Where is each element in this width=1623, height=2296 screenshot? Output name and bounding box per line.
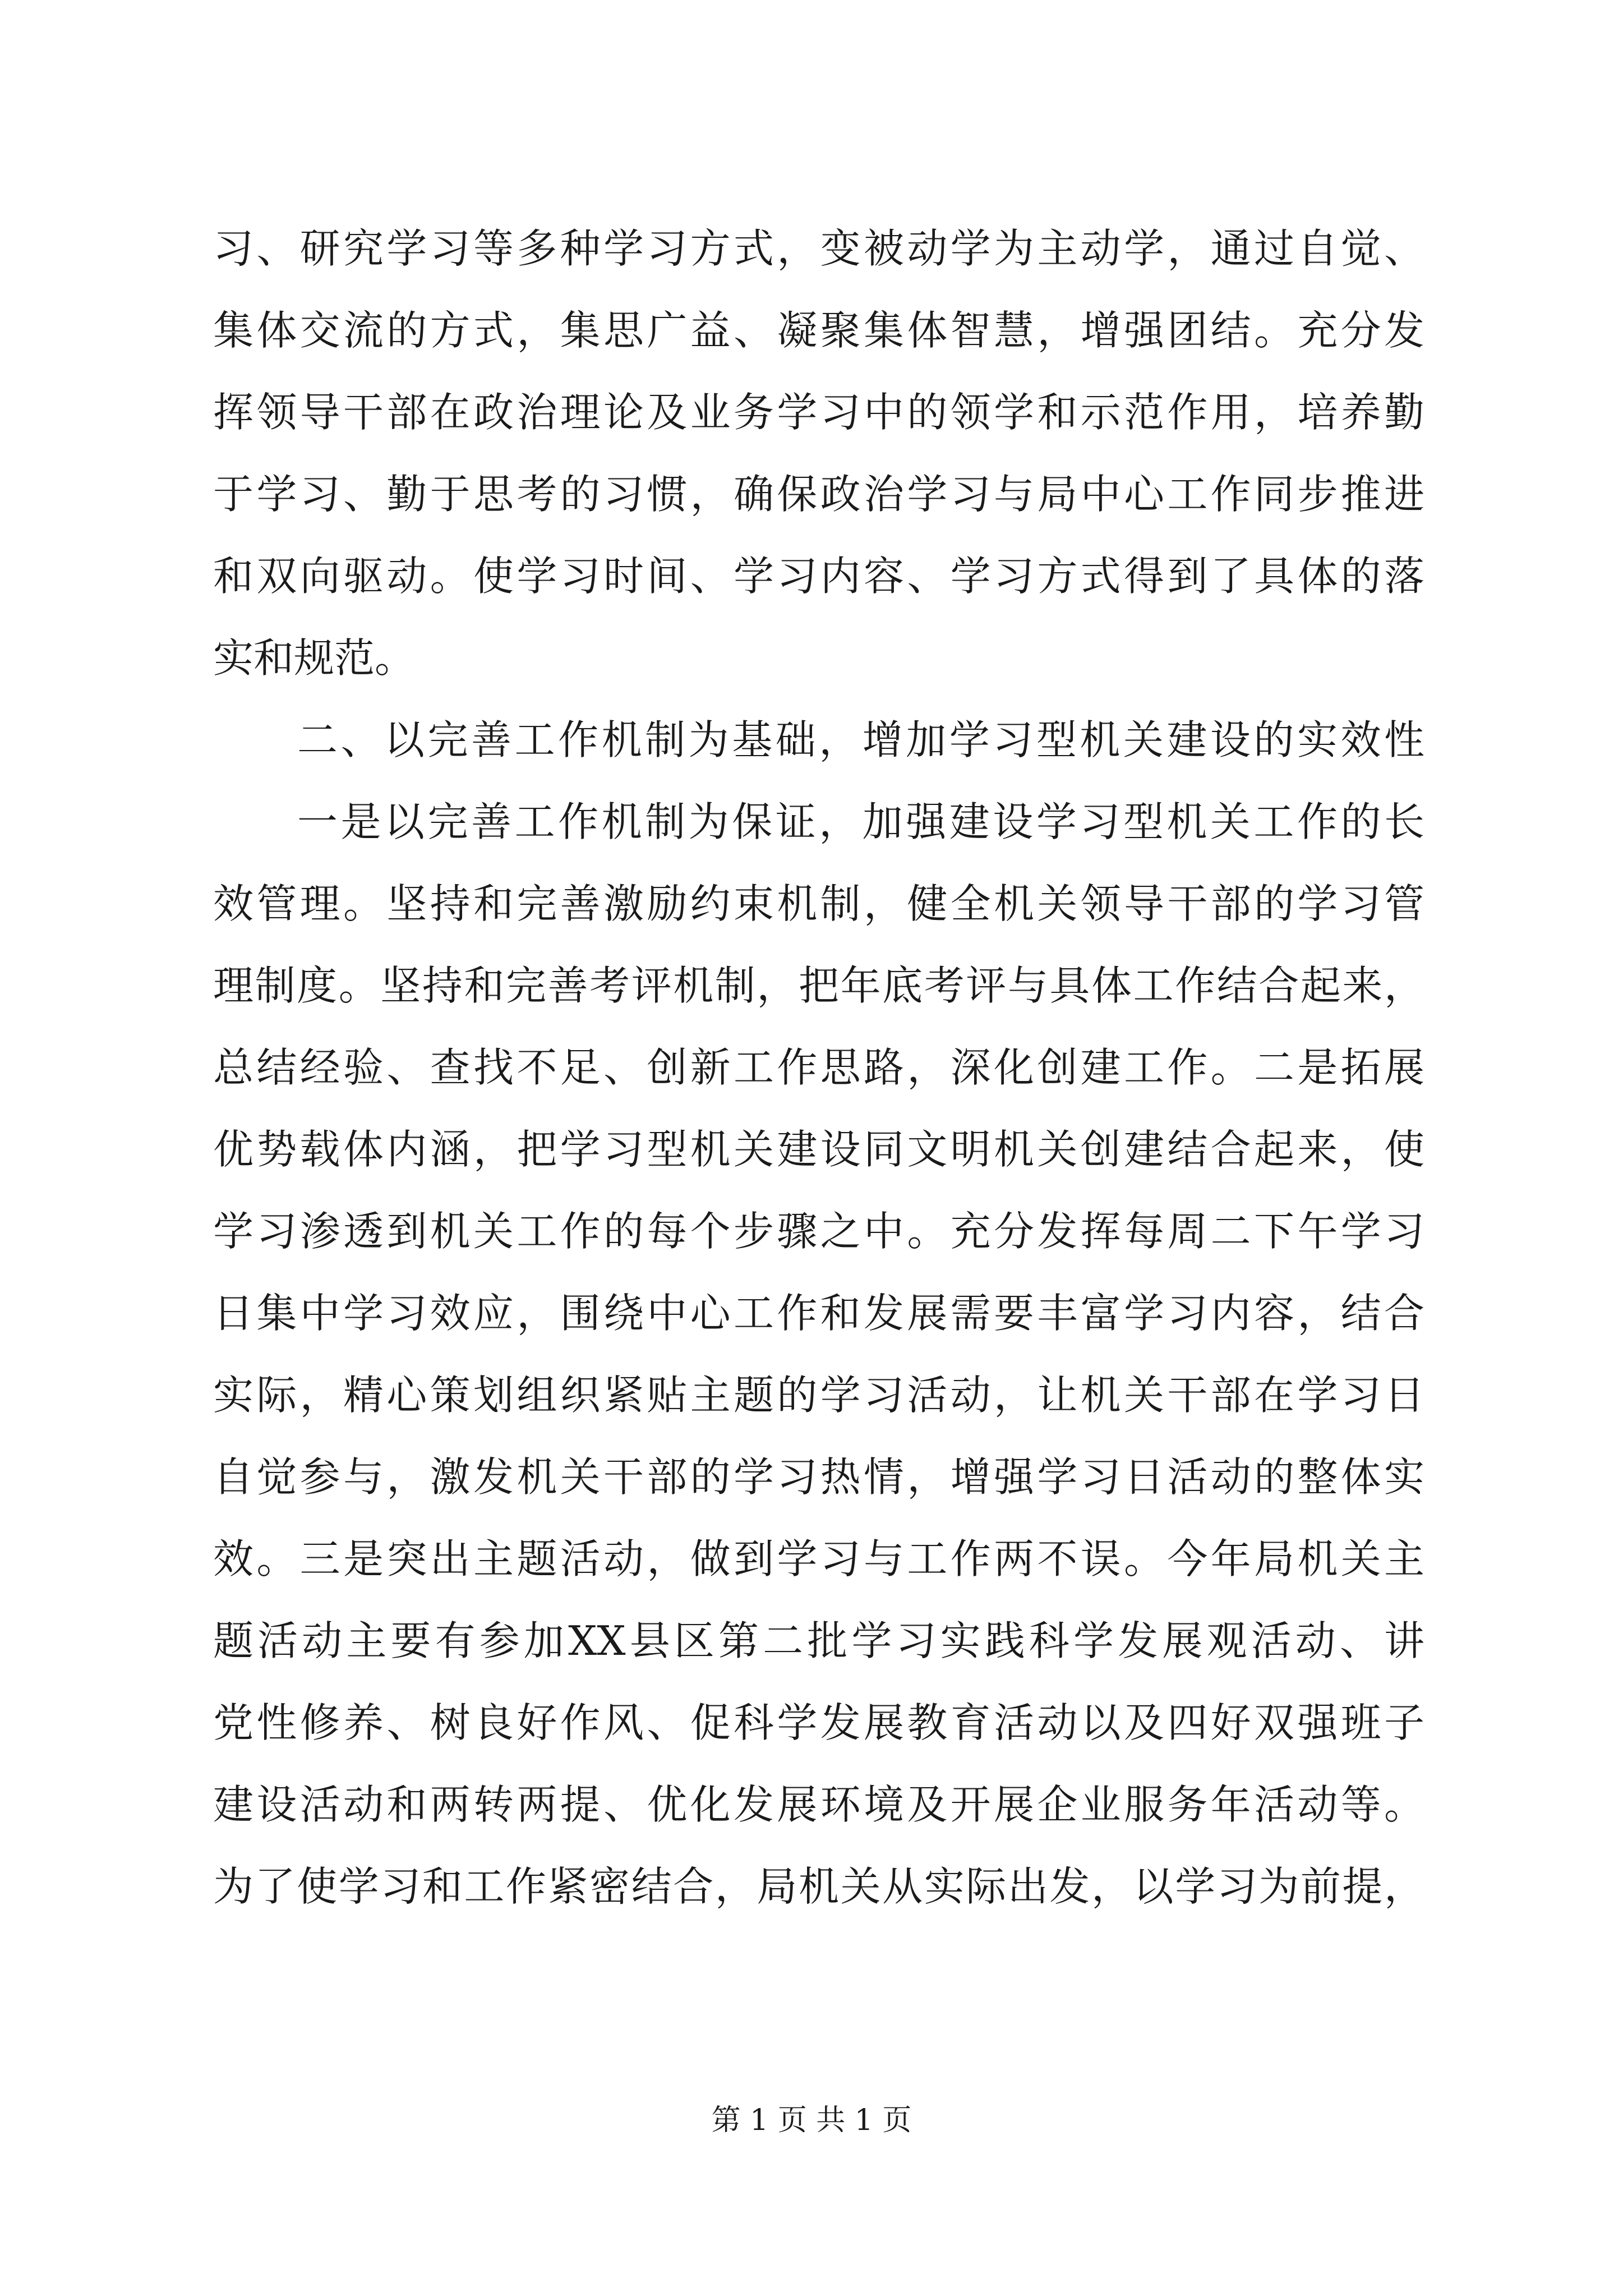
- text-line: 优势载体内涵，把学习型机关建设同文明机关创建结合起来，使: [213, 1126, 1424, 1173]
- text-line: 建设活动和两转两提、优化发展环境及开展企业服务年活动等。: [213, 1781, 1424, 1828]
- text-line: 理制度。坚持和完善考评机制，把年底考评与具体工作结合起来，: [213, 962, 1424, 1009]
- text-line: 总结经验、查找不足、创新工作思路，深化创建工作。二是拓展: [213, 1044, 1424, 1091]
- text-line: 一是以完善工作机制为保证，加强建设学习型机关工作的长: [297, 798, 1424, 845]
- text-line: 集体交流的方式，集思广益、凝聚集体智慧，增强团结。充分发: [213, 307, 1424, 354]
- text-line: 实际，精心策划组织紧贴主题的学习活动，让机关干部在学习日: [213, 1372, 1424, 1419]
- text-line: 题活动主要有参加XX县区第二批学习实践科学发展观活动、讲: [213, 1617, 1424, 1664]
- text-line: 日集中学习效应，围绕中心工作和发展需要丰富学习内容，结合: [213, 1290, 1424, 1337]
- text-line: 效管理。坚持和完善激励约束机制，健全机关领导干部的学习管: [213, 880, 1424, 927]
- text-line: 实和规范。: [213, 634, 416, 682]
- text-line: 党性修养、树良好作风、促科学发展教育活动以及四好双强班子: [213, 1699, 1424, 1746]
- page-number-footer: 第 1 页 共 1 页: [711, 2104, 912, 2137]
- text-line: 于学习、勤于思考的习惯，确保政治学习与局中心工作同步推进: [213, 471, 1424, 518]
- text-line: 自觉参与，激发机关干部的学习热情，增强学习日活动的整体实: [213, 1453, 1424, 1501]
- text-line: 挥领导干部在政治理论及业务学习中的领学和示范作用，培养勤: [213, 389, 1424, 436]
- text-line: 效。三是突出主题活动，做到学习与工作两不误。今年局机关主: [213, 1535, 1424, 1582]
- text-line: 为了使学习和工作紧密结合，局机关从实际出发，以学习为前提，: [213, 1863, 1424, 1910]
- document-body: [213, 208, 1424, 1927]
- text-line: 学习渗透到机关工作的每个步骤之中。充分发挥每周二下午学习: [213, 1208, 1424, 1255]
- text-line: 和双向驱动。使学习时间、学习内容、学习方式得到了具体的落: [213, 553, 1424, 600]
- text-line: 习、研究学习等多种学习方式，变被动学为主动学，通过自觉、: [213, 225, 1424, 272]
- section-heading: 二、以完善工作机制为基础，增加学习型机关建设的实效性: [297, 716, 1424, 763]
